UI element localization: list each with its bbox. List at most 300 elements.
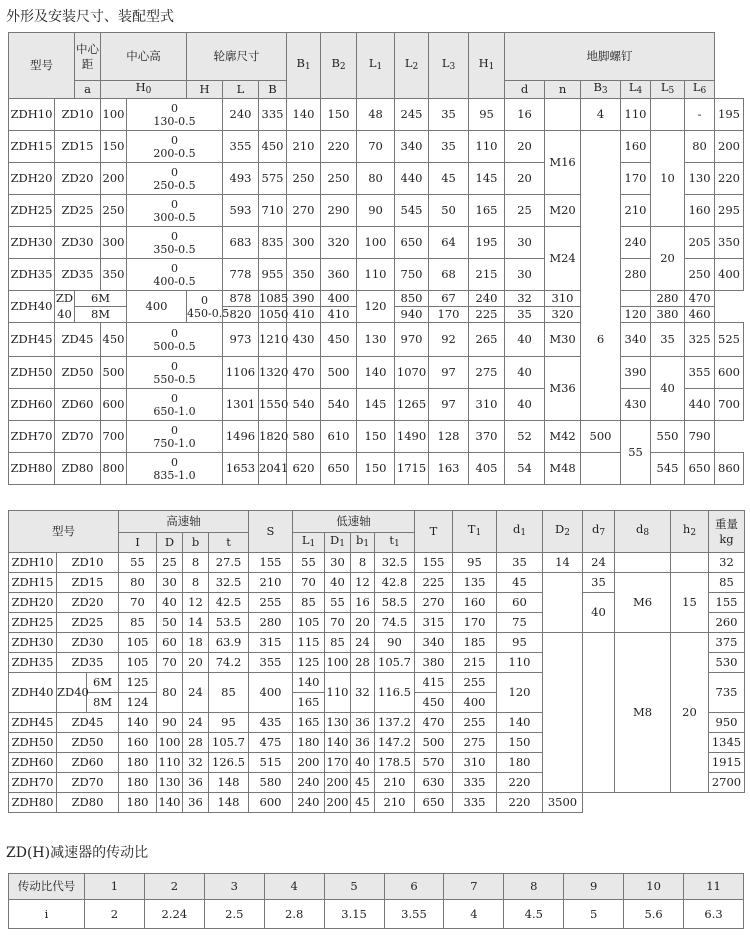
table-cell: 28 [351, 653, 375, 673]
subscript: 1 [520, 528, 527, 538]
table-cell: 955 [259, 259, 287, 291]
subscript: 2 [690, 528, 697, 538]
table-cell: 750 [395, 259, 429, 291]
table-cell: 530 [709, 653, 745, 673]
table-cell: 500 [581, 421, 621, 453]
table-cell: 225 [415, 573, 453, 593]
table-cell: 340 [395, 131, 429, 163]
table-cell: ZDH35 [9, 259, 55, 291]
center-height-tolerance [127, 195, 223, 227]
table-cell: 150 [497, 733, 543, 753]
table-cell: ZDH10 [9, 99, 55, 131]
table-cell: ZDH30 [9, 633, 57, 653]
table-cell: 470 [415, 713, 453, 733]
tolerance-value: 550-0.5 [153, 372, 196, 386]
table-cell: 140 [357, 357, 395, 389]
table-cell: 180 [119, 753, 157, 773]
table-cell: 32 [351, 673, 375, 713]
header-L1: $L_1$ [357, 33, 395, 99]
center-height-tolerance [127, 131, 223, 163]
table-cell: 493 [223, 163, 259, 195]
table-cell: 45 [351, 773, 375, 793]
table-cell: 500 [101, 357, 127, 389]
table-cell: 500 [321, 357, 357, 389]
table-cell: 150 [357, 453, 395, 485]
table-cell: 20 [351, 613, 375, 633]
table-cell: 100 [325, 653, 351, 673]
table-cell: 260 [709, 613, 745, 633]
table-cell: 735 [709, 673, 745, 713]
tolerance-upper: 0 [171, 229, 178, 243]
table-cell: 335 [259, 99, 287, 131]
tolerance-value: 500-0.5 [153, 339, 196, 353]
unit-a: a [75, 81, 101, 99]
subscript: 1 [475, 528, 482, 538]
table-cell: 110 [497, 653, 543, 673]
table-cell: ZD35 [57, 653, 119, 673]
header-center-distance: 中心距 [75, 33, 101, 81]
table-cell: 40 [651, 357, 685, 421]
table-cell: 24 [183, 713, 209, 733]
header-model: 型号 [9, 33, 75, 99]
table-cell [543, 573, 583, 633]
table-cell: 170 [325, 753, 351, 773]
table-cell: ZDH70 [9, 773, 57, 793]
table-cell: 620 [287, 453, 321, 485]
table-cell: 35 [583, 573, 615, 593]
table-cell: 430 [621, 389, 651, 421]
table-cell: 135 [453, 573, 497, 593]
tolerance-value: 130-0.5 [153, 114, 196, 128]
ratio-code: 10 [624, 874, 684, 900]
table-cell: 1050 [259, 307, 289, 321]
table-cell: 95 [453, 553, 497, 573]
table-cell: 570 [415, 753, 453, 773]
table-cell: M16 [545, 131, 581, 195]
table-cell: 355 [685, 357, 715, 389]
subscript: 2 [564, 528, 570, 538]
table-cell: 178.5 [375, 753, 415, 773]
tolerance-upper: 0 [171, 455, 178, 469]
table-cell: 1915 [709, 753, 745, 773]
table-cell: 545 [395, 195, 429, 227]
table-cell: M20 [545, 195, 581, 227]
table-cell [671, 553, 709, 573]
table-cell: 20 [183, 653, 209, 673]
table-cell: 400 [715, 259, 744, 291]
table-cell: 270 [287, 195, 321, 227]
table-cell: 25 [505, 195, 545, 227]
table-cell: 440 [685, 389, 715, 421]
header-high-3: t [209, 533, 249, 553]
table-cell: 95 [209, 713, 249, 733]
ratio-code: 2 [144, 874, 204, 900]
table-cell: 350 [101, 259, 127, 291]
table-cell: 650 [415, 793, 453, 813]
header-B2: $B_2$ [321, 33, 357, 99]
ratio-value: 5.6 [624, 900, 684, 929]
table-cell: 32.5 [209, 573, 249, 593]
table-cell: 280 [249, 613, 293, 633]
table-cell: 545 [651, 453, 685, 485]
unit-L: L [223, 81, 259, 99]
table-cell: 95 [497, 633, 543, 653]
table-cell: 8M [87, 693, 119, 713]
table-cell: 973 [223, 323, 259, 357]
table-cell: 145 [469, 163, 505, 195]
table-cell: 105 [119, 633, 157, 653]
subscript: 1 [304, 62, 311, 72]
table-cell: 67 [429, 291, 469, 307]
subscript: 5 [668, 86, 675, 96]
table-cell: 165 [293, 693, 325, 713]
table-cell: 575 [259, 163, 287, 195]
table-cell: 150 [357, 421, 395, 453]
table-cell: ZDH25 [9, 195, 55, 227]
table-cell: 593 [223, 195, 259, 227]
table-cell: ZD50 [57, 733, 119, 753]
table-cell: 290 [321, 195, 357, 227]
tolerance-upper: 0 [171, 133, 178, 147]
table-cell: 60 [157, 633, 183, 653]
section-title-dimensions: 外形及安装尺寸、装配型式 [6, 9, 174, 25]
table-cell: 80 [119, 573, 157, 593]
subscript: 3 [449, 62, 456, 72]
table-cell: 310 [469, 389, 505, 421]
header-weight-unit: kg [719, 531, 734, 546]
table-cell: ZDH15 [9, 573, 57, 593]
table-cell: ZDH10 [9, 553, 57, 573]
table-cell: 275 [469, 357, 505, 389]
table-cell: 140 [119, 713, 157, 733]
table-cell [583, 633, 615, 793]
table-cell: 650 [395, 227, 429, 259]
table-cell: 100 [357, 227, 395, 259]
table-cell: 270 [415, 593, 453, 613]
table-row [9, 573, 745, 593]
table-cell: ZD35 [55, 259, 101, 291]
table-cell: - [685, 99, 715, 131]
table-cell: 125 [119, 673, 157, 693]
table-cell: 470 [685, 291, 715, 307]
table-cell: 80 [157, 673, 183, 713]
table-cell: 350 [715, 227, 744, 259]
table-cell: 180 [293, 733, 325, 753]
table-cell: 105.7 [209, 733, 249, 753]
table-cell: 315 [415, 613, 453, 633]
header-T: T [415, 511, 453, 553]
table-cell: 120 [621, 307, 651, 323]
table-cell: 360 [321, 259, 357, 291]
table-cell: ZD60 [57, 753, 119, 773]
table-row [9, 421, 744, 453]
table-cell: 325 [685, 323, 715, 357]
tolerance-upper: 0 [201, 293, 208, 307]
table-cell: 540 [321, 389, 357, 421]
table-row [9, 163, 744, 195]
table-cell: 500 [415, 733, 453, 753]
table-cell: 105 [119, 653, 157, 673]
table-cell: 8M [75, 307, 127, 323]
table-cell: 155 [415, 553, 453, 573]
table-cell: M24 [545, 227, 581, 291]
ratio-code: 6 [384, 874, 444, 900]
table-cell: 220 [497, 773, 543, 793]
unit-d: d [505, 81, 545, 99]
table-cell: 60 [497, 593, 543, 613]
table-cell: 355 [223, 131, 259, 163]
tolerance-upper: 0 [171, 261, 178, 275]
table-cell: ZDH20 [9, 163, 55, 195]
table-cell: 210 [375, 793, 415, 813]
table-cell: 20 [651, 227, 685, 291]
header-d1: $d_1$ [497, 511, 543, 553]
subscript: 0 [145, 86, 152, 96]
table-cell: 165 [293, 713, 325, 733]
center-height-tolerance [127, 259, 223, 291]
table-cell: 48 [357, 99, 395, 131]
table-cell: 820 [223, 307, 259, 323]
table-row [9, 259, 744, 291]
subscript: 1 [363, 539, 370, 549]
header-high-1: D [157, 533, 183, 553]
table-cell: 1106 [223, 357, 259, 389]
subscript: 4 [636, 86, 643, 96]
tolerance-upper: 0 [171, 391, 178, 405]
tolerance-value: 750-1.0 [153, 436, 196, 450]
table-cell: ZDH60 [9, 389, 55, 421]
table-cell: 265 [469, 323, 505, 357]
table-cell: 878 [223, 291, 259, 307]
table-cell [581, 131, 621, 259]
table-cell: ZDH45 [9, 713, 57, 733]
table-cell: ZD80 [57, 793, 119, 813]
center-height-tolerance [127, 99, 223, 131]
table-cell: 310 [545, 291, 581, 307]
table-cell: 140 [497, 713, 543, 733]
table-cell: 160 [685, 195, 715, 227]
table-cell: 180 [497, 753, 543, 773]
table-cell: 70 [325, 613, 351, 633]
ratio-code: 5 [324, 874, 384, 900]
table-cell: 370 [469, 421, 505, 453]
table-cell: 430 [287, 323, 321, 357]
table-cell: 12 [351, 573, 375, 593]
table-cell: M48 [545, 453, 581, 485]
unit-H: H [187, 81, 223, 99]
table-cell: 40 [351, 753, 375, 773]
table-cell: 50 [429, 195, 469, 227]
table-cell: 255 [453, 673, 497, 693]
table-cell: 950 [709, 713, 745, 733]
tolerance-upper: 0 [171, 423, 178, 437]
table-cell: 140 [293, 673, 325, 693]
table-cell: 1653 [223, 453, 259, 485]
table-cell: 63.9 [209, 633, 249, 653]
table-cell: ZDH60 [9, 753, 57, 773]
table-cell: 835 [259, 227, 287, 259]
unit-B: B [259, 81, 287, 99]
table-cell: 70 [357, 131, 395, 163]
header-anchor-bolt: 地脚螺钉 [505, 33, 715, 81]
table-cell: 310 [453, 753, 497, 773]
table-cell: 40 [157, 593, 183, 613]
table-cell: 540 [287, 389, 321, 421]
table-cell: 74.2 [209, 653, 249, 673]
table-cell: 450 [321, 323, 357, 357]
table-row [9, 633, 745, 653]
table-cell: 140 [325, 733, 351, 753]
table-cell: 195 [715, 99, 744, 131]
header-high-2: b [183, 533, 209, 553]
ratio-code: 9 [564, 874, 624, 900]
table-cell: 170 [453, 613, 497, 633]
table-cell: 160 [621, 131, 651, 163]
table-cell: ZD60 [55, 389, 101, 421]
table-cell: 1320 [259, 357, 287, 389]
table-cell: 1085 [259, 291, 289, 305]
table-cell: 600 [101, 389, 127, 421]
subscript: 3 [601, 86, 608, 96]
header-weight-label: 重量 [715, 516, 738, 531]
header-S: S [249, 511, 293, 553]
table-cell: 1820 [259, 421, 287, 453]
bolt-m6: M6 [615, 573, 671, 633]
ratio-code: 7 [444, 874, 504, 900]
table-cell: ZD15 [57, 573, 119, 593]
table-cell: 97 [429, 389, 469, 421]
center-height-tolerance [187, 291, 230, 323]
table-cell: 400 [321, 291, 357, 307]
table-cell: 124 [119, 693, 157, 713]
table-cell: ZD70 [55, 421, 101, 453]
table-cell: 120 [497, 673, 543, 713]
table-cell: 42.8 [375, 573, 415, 593]
table-cell: 40 [583, 593, 615, 633]
table-cell: ZD40 [57, 673, 87, 713]
ratio-code: 8 [504, 874, 564, 900]
table-cell: 140 [157, 793, 183, 813]
table-row [9, 131, 744, 163]
header-ratio-code: 传动比代号 [9, 874, 85, 900]
table-cell: 105.7 [375, 653, 415, 673]
header-high-0: I [119, 533, 157, 553]
table-cell: 610 [321, 421, 357, 453]
table-cell: 58.5 [375, 593, 415, 613]
subscript: 1 [339, 539, 345, 549]
table-cell: 180 [119, 793, 157, 813]
subscript: 1 [488, 62, 495, 72]
ratio-code: 11 [684, 874, 744, 900]
table-cell: 200 [293, 753, 325, 773]
table-cell: 940 [395, 307, 429, 323]
table-cell: 450 [101, 323, 127, 357]
table-cell: 2700 [709, 773, 745, 793]
table-cell: 126.5 [209, 753, 249, 773]
subscript: 7 [599, 528, 606, 538]
center-height-tolerance [127, 163, 223, 195]
table-cell: 700 [101, 421, 127, 453]
ratio-table [8, 873, 744, 929]
table-cell: 160 [119, 733, 157, 753]
tolerance-upper: 0 [171, 197, 178, 211]
table-cell: 435 [249, 713, 293, 733]
table-cell: 18 [183, 633, 209, 653]
table-cell: M30 [545, 323, 581, 357]
table-cell: 32 [183, 753, 209, 773]
table-cell: 1715 [395, 453, 429, 485]
table-cell: 155 [709, 593, 745, 613]
table-cell: 240 [621, 227, 651, 259]
table-cell: 778 [223, 259, 259, 291]
table-cell: 860 [715, 453, 744, 485]
dimensions-table [8, 32, 744, 485]
tolerance-value: 350-0.5 [153, 242, 196, 256]
header-low-1: $D_1$ [325, 533, 351, 553]
table-cell: 240 [293, 773, 325, 793]
shaft-table [8, 510, 745, 813]
table-cell: 35 [497, 553, 543, 573]
table-cell: 85 [325, 633, 351, 653]
table-cell: 150 [101, 131, 127, 163]
table-cell: 1490 [395, 421, 429, 453]
table-cell: 140 [287, 99, 321, 131]
table-cell: 700 [715, 389, 744, 421]
header-weight [709, 511, 745, 553]
table-cell [621, 291, 651, 307]
header-low-2: $b_1$ [351, 533, 375, 553]
table-cell: 137.2 [375, 713, 415, 733]
header-B1: $B_1$ [287, 33, 321, 99]
table-cell: 6M [87, 673, 119, 693]
tolerance-value: 650-1.0 [153, 404, 196, 418]
table-cell: 130 [357, 323, 395, 357]
header-h2: $h_2$ [671, 511, 709, 553]
table-cell: 36 [183, 793, 209, 813]
table-cell: ZD20 [55, 163, 101, 195]
table-cell: 400 [249, 673, 293, 713]
table-cell: ZDH70 [9, 421, 55, 453]
table-cell: 600 [715, 357, 744, 389]
table-cell: 600 [249, 793, 293, 813]
table-cell: 36 [351, 733, 375, 753]
center-height-tolerance [127, 323, 223, 357]
table-cell: 110 [325, 673, 351, 713]
table-cell: 90 [375, 633, 415, 653]
table-cell: ZDH30 [9, 227, 55, 259]
table-cell: ZD30 [55, 227, 101, 259]
table-cell: 1550 [259, 389, 287, 421]
table-cell: 340 [415, 633, 453, 653]
table-cell [545, 99, 581, 131]
table-cell: 8 [183, 573, 209, 593]
table-cell: 110 [157, 753, 183, 773]
table-cell: 70 [119, 593, 157, 613]
table-cell: 52 [505, 421, 545, 453]
table-row [9, 553, 745, 573]
table-row [9, 793, 745, 813]
center-height-tolerance [127, 227, 223, 259]
table-cell: 24 [583, 553, 615, 573]
table-cell: 30 [505, 259, 545, 291]
table-cell: M42 [545, 421, 581, 453]
table-cell: 90 [357, 195, 395, 227]
table-cell: 68 [429, 259, 469, 291]
table-cell: ZD10 [57, 553, 119, 573]
table-cell: 130 [685, 163, 715, 195]
table-cell: 74.5 [375, 613, 415, 633]
table-cell: 205 [685, 227, 715, 259]
